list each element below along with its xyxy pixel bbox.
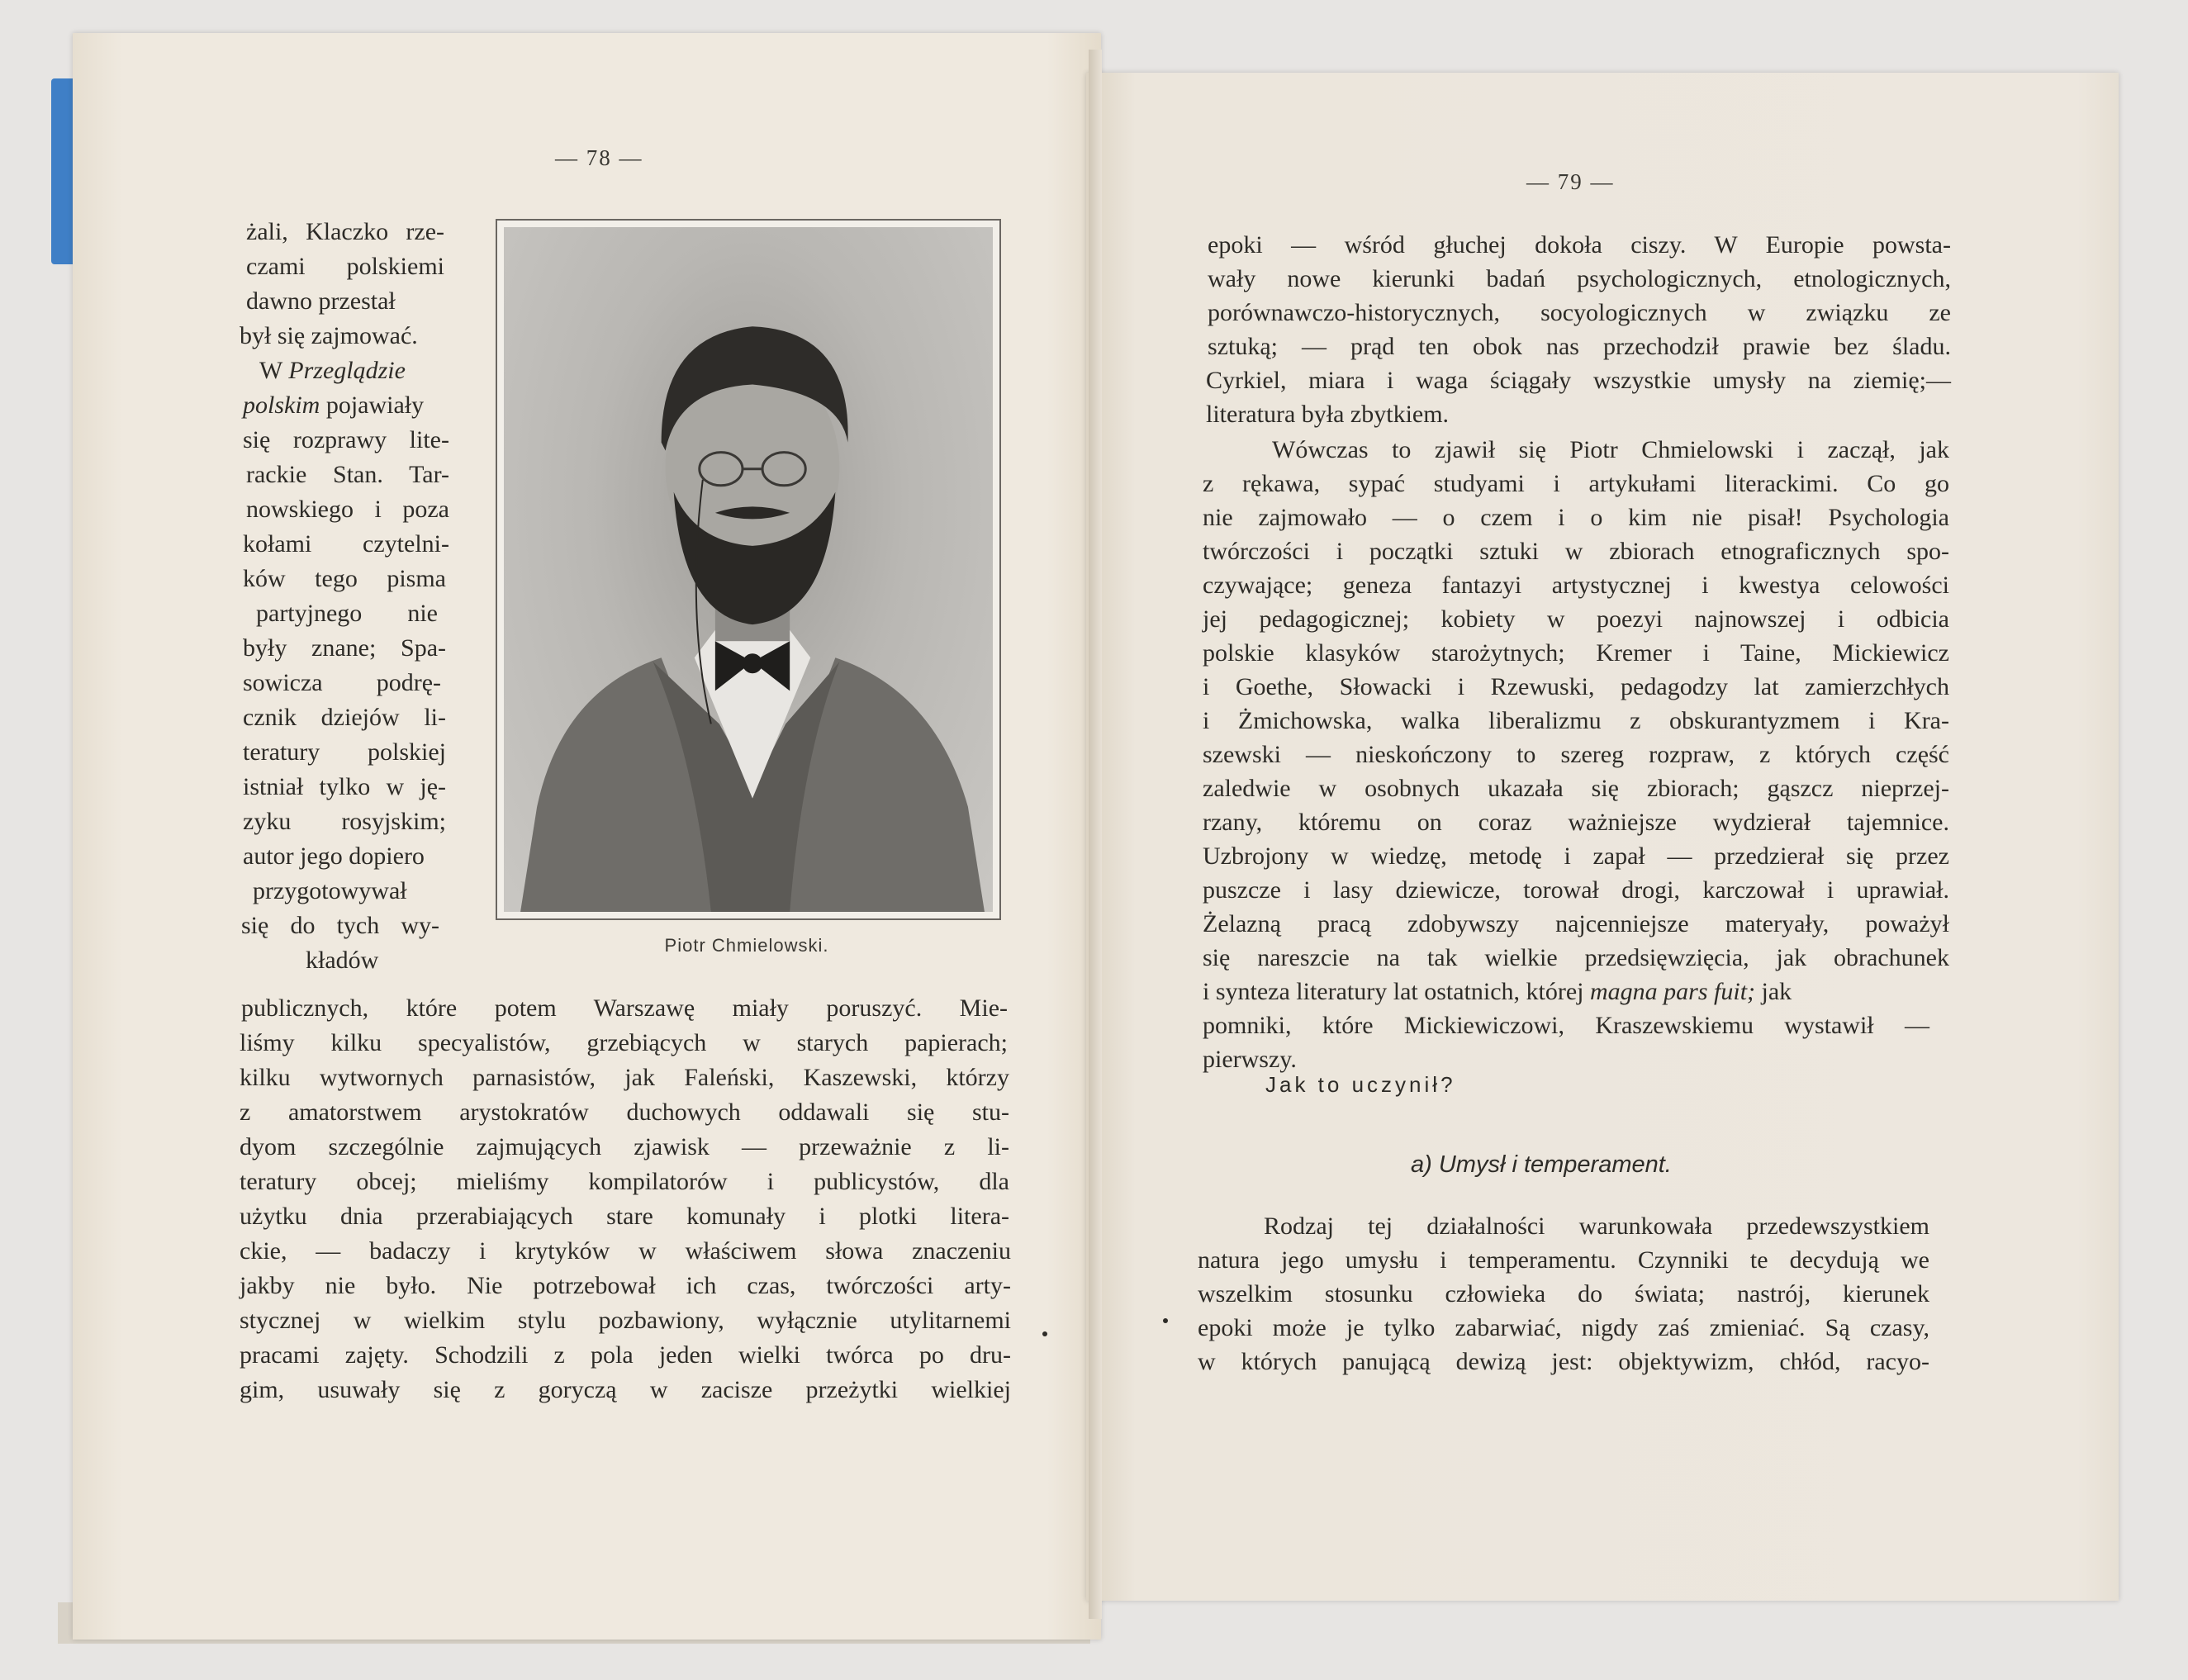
text-line: się nareszcie na tak wielkie przedsięwzięcia, jak obrachunek — [1203, 944, 1949, 971]
text-line: liśmy kilku specyalistów, grzebiących w starych papierach; — [240, 1029, 1008, 1056]
text-line: porównawczo-historycznych, socyologicznych w związku ze — [1208, 299, 1951, 326]
column-line: były znane; Spa- — [243, 634, 446, 662]
text-line: jakby nie było. Nie potrzebował ich czas, twórczości arty- — [240, 1272, 1011, 1299]
text-line: sztuką; — prąd ten obok nas przechodził prawie bez śladu. — [1208, 333, 1951, 360]
column-line: autor jego dopiero — [243, 842, 425, 870]
text-line: dyom szczególnie zajmujących zjawisk — przeważnie z li- — [240, 1133, 1009, 1160]
column-line-italic-lead: W Przeglądzie — [259, 357, 406, 384]
column-line: nowskiego i poza — [246, 496, 449, 523]
text-line: z amatorstwem arystokratów duchowych oddawali się stu- — [240, 1099, 1009, 1126]
text-line: puszcze i lasy dziewicze, torował drogi, karczował i uprawiał. — [1203, 876, 1949, 904]
column-line: sowicza podrę- — [243, 669, 441, 696]
column-line: rackie Stan. Tar- — [246, 461, 449, 488]
text-line: pomniki, które Mickiewiczowi, Kraszewskiemu wystawił — — [1203, 1012, 1929, 1039]
column-line: cznik dziejów li- — [243, 704, 446, 731]
column-line: kołami czytelni- — [243, 530, 449, 558]
column-line: kładów — [306, 947, 379, 974]
text-line: teratury obcej; mieliśmy kompilatorów i publicystów, dla — [240, 1168, 1009, 1195]
text-line: Cyrkiel, miara i waga ściągały wszystkie umysły na ziemię;— — [1206, 367, 1951, 394]
text-line: nie zajmowało — o czem i o kim nie pisał! Psychologia — [1203, 504, 1949, 531]
text-line: szewski — nieskończony to szereg rozpraw, z których część — [1203, 741, 1949, 768]
text-line: jej pedagogicznej; kobiety w poezyi najnowszej i odbicia — [1203, 605, 1949, 633]
text-line: pierwszy. — [1203, 1046, 1297, 1073]
column-line: istniał tylko w ję- — [243, 773, 446, 800]
photo-caption: Piotr Chmielowski. — [664, 935, 829, 956]
text-line: z rękawa, sypać studyami i artykułami literackimi. Co go — [1203, 470, 1949, 497]
text-line: epoki — wśród głuchej dokoła ciszy. W Europie powsta- — [1208, 231, 1951, 259]
text-line: natura jego umysłu i temperamentu. Czynniki te decydują we — [1198, 1246, 1929, 1274]
book-gutter — [1089, 50, 1102, 1619]
text-line: polskie klasyków starożytnych; Kremer i Taine, Mickiewicz — [1203, 639, 1949, 667]
text-line: i Goethe, Słowacki i Rzewuski, pedagodzy lat zamierzchłych — [1203, 673, 1949, 700]
text-line: twórczości i początki sztuki w zbiorach etnograficznych spo- — [1203, 538, 1949, 565]
portrait-photograph — [496, 219, 1001, 920]
text-line: kilku wytwornych parnasistów, jak Faleński, Kaszewski, którzy — [240, 1064, 1009, 1091]
column-line: się rozprawy lite- — [243, 426, 449, 453]
text-line: w których panującą dewizą jest: objektywizm, chłód, racyo- — [1198, 1348, 1929, 1375]
text-line: rzany, któremu on coraz ważniejsze wydzierał tajemnice. — [1203, 809, 1949, 836]
column-line: czami polskiemi — [246, 253, 444, 280]
right-page-number: — 79 — — [1526, 169, 1615, 194]
text-line: użytku dnia przerabiających stare komunały i plotki litera- — [240, 1203, 1009, 1230]
subsection-title: a) Umysł i temperament. — [1411, 1151, 1672, 1178]
column-line: ków tego pisma — [243, 565, 446, 592]
portrait-image-area — [504, 227, 993, 912]
text-line: wszelkim stosunku człowieka do świata; nastrój, kierunek — [1198, 1280, 1929, 1307]
text-line: Wówczas to zjawił się Piotr Chmielowski i zaczął, jak — [1272, 436, 1949, 463]
ink-speck — [1042, 1331, 1047, 1336]
column-line: się do tych wy- — [241, 912, 439, 939]
ink-speck — [1163, 1318, 1168, 1323]
text-line-with-latin — [1203, 980, 1949, 1004]
portrait-illustration — [504, 227, 993, 912]
text-line: czywające; geneza fantazyi artystycznej i kwestya celowości — [1203, 572, 1949, 599]
text-line: gim, usuwały się z goryczą w zacisze przeżytki wielkiej — [240, 1376, 1011, 1403]
column-line: dawno przestał — [246, 287, 396, 315]
column-line: był się zajmować. — [240, 322, 418, 349]
latin-phrase: magna pars fuit; — [1590, 978, 1756, 1005]
column-line: żali, Klaczko rze- — [246, 218, 444, 245]
text-line-question: Jak to uczynił? — [1265, 1072, 1456, 1097]
text-line: publicznych, które potem Warszawę miały poruszyć. Mie- — [241, 994, 1008, 1022]
column-line: zyku rosyjskim; — [243, 808, 446, 835]
text-line: Rodzaj tej działalności warunkowała przedewszystkiem — [1264, 1213, 1929, 1240]
text-line: wały nowe kierunki badań psychologicznych, etnologicznych, — [1208, 265, 1951, 292]
column-line: partyjnego nie — [256, 600, 438, 627]
text-line: Uzbrojony w wiedzę, metodę i zapał — przedzierał się przez — [1203, 842, 1949, 870]
text-line: pracami zajęty. Schodzili z pola jeden wielki twórca po dru- — [240, 1341, 1011, 1369]
column-line-italic-tail: polskim pojawiały — [243, 392, 425, 419]
text-line: Żelazną pracą zdobywszy najcenniejsze materyały, poważył — [1203, 910, 1949, 937]
italic-title-part: Przeglądzie — [288, 357, 406, 384]
text-line: i Żmichowska, walka liberalizmu z obskurantyzmem i Kra- — [1203, 707, 1949, 734]
text-segment: jak — [1755, 978, 1792, 1005]
text-line: ckie, — badaczy i krytyków w właściwem słowa znaczeniu — [240, 1237, 1011, 1265]
italic-title-part: polskim — [243, 392, 320, 419]
text-segment: i synteza literatury lat ostatnich, której — [1203, 978, 1584, 1005]
left-page-number: — 78 — — [555, 145, 643, 170]
text-line: stycznej w wielkim stylu pozbawiony, wyłącznie utylitarnemi — [240, 1307, 1011, 1334]
text-line: epoki może je tylko zabarwiać, nigdy zaś zmieniać. Są czasy, — [1198, 1314, 1929, 1341]
text-line: zaledwie w osobnych ukazała się zbiorach; gąszcz nieprzej- — [1203, 775, 1949, 802]
text-line: literatura była zbytkiem. — [1206, 401, 1450, 428]
column-line: teratury polskiej — [243, 738, 446, 766]
column-line: przygotowywał — [253, 877, 407, 904]
